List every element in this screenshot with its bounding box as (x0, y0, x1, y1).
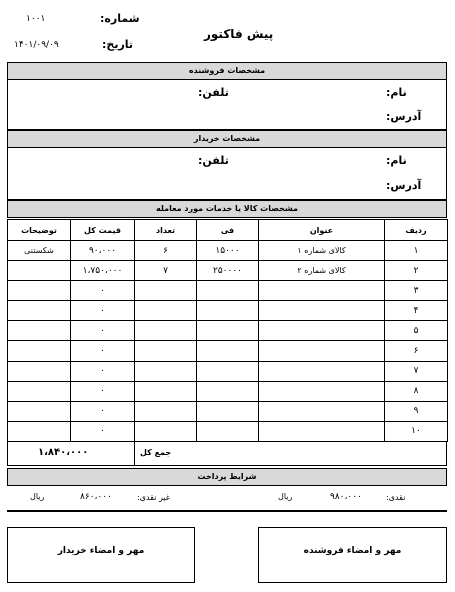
seller-phone-label: تلفن: (198, 86, 229, 99)
items-header-row (8, 220, 448, 241)
col-row: ردیف (385, 220, 448, 241)
noncash-value: ۸۶۰،۰۰۰ (80, 492, 112, 502)
cell-qty (135, 321, 197, 341)
sum-row (7, 441, 447, 466)
cell-total: ۰ (71, 381, 135, 401)
table-row (8, 421, 448, 441)
buyer-phone-label: تلفن: (198, 154, 229, 167)
items-section-title: مشخصات کالا یا خدمات مورد معامله (7, 200, 447, 218)
sum-label: جمع کل (140, 448, 172, 457)
col-unit-price: فی (197, 220, 259, 241)
cell-qty (135, 301, 197, 321)
cell-total: ۰ (71, 361, 135, 381)
cell-unit-price (197, 281, 259, 301)
cell-notes (8, 321, 71, 341)
cell-unit-price: ۱۵۰۰۰ (197, 241, 259, 261)
buyer-name-label: نام: (386, 154, 407, 167)
cell-unit-price (197, 381, 259, 401)
cell-qty: ۷ (135, 261, 197, 281)
seller-address-label: آدرس: (386, 110, 422, 123)
seller-signature-box (258, 527, 447, 583)
signature-divider (7, 510, 447, 512)
cell-total: ۰ (71, 281, 135, 301)
cell-row: ۷ (385, 361, 448, 381)
cell-qty (135, 401, 197, 421)
cell-notes (8, 261, 71, 281)
payment-section-title: شرایط پرداخت (7, 468, 447, 486)
sum-value: ۱،۸۴۰،۰۰۰ (38, 447, 89, 458)
seller-signature-label: مهر و امضاء فروشنده (303, 546, 402, 556)
table-row (8, 321, 448, 341)
table-row (8, 361, 448, 381)
cell-notes (8, 421, 71, 441)
col-qty: تعداد (135, 220, 197, 241)
page-title: پیش فاکتور (204, 27, 274, 41)
table-row (8, 261, 448, 281)
col-total: قیمت کل (71, 220, 135, 241)
buyer-address-label: آدرس: (386, 179, 422, 192)
table-row (8, 301, 448, 321)
cell-qty (135, 361, 197, 381)
cell-unit-price (197, 421, 259, 441)
cell-title: کالای شماره ۲ (259, 261, 385, 281)
table-row (8, 341, 448, 361)
cell-qty: ۶ (135, 241, 197, 261)
cell-row: ۹ (385, 401, 448, 421)
cell-total: ۰ (71, 341, 135, 361)
seller-name-label: نام: (386, 86, 407, 99)
cell-title (259, 341, 385, 361)
table-row (8, 241, 448, 261)
cell-unit-price (197, 341, 259, 361)
col-notes: توضیحات (8, 220, 71, 241)
date-label: تاریخ: (102, 38, 134, 51)
cell-row: ۱ (385, 241, 448, 261)
cell-title (259, 321, 385, 341)
number-label: شماره: (100, 12, 140, 25)
cell-total: ۰ (71, 321, 135, 341)
cell-notes (8, 281, 71, 301)
noncash-label: غیر نقدی: (137, 493, 170, 502)
cell-row: ۱۰ (385, 421, 448, 441)
buyer-section-title: مشخصات خریدار (7, 130, 447, 148)
cell-unit-price (197, 361, 259, 381)
cell-notes: شکستنی (8, 241, 71, 261)
cell-total: ۰ (71, 301, 135, 321)
date-value: ۱۴۰۱/۰۹/۰۹ (14, 40, 59, 50)
cell-total: ۹۰،۰۰۰ (71, 241, 135, 261)
cell-total: ۰ (71, 401, 135, 421)
buyer-signature-box (7, 527, 195, 583)
cell-row: ۳ (385, 281, 448, 301)
cell-title (259, 361, 385, 381)
buyer-signature-label: مهر و امضاء خریدار (57, 546, 145, 556)
cell-unit-price (197, 301, 259, 321)
payment-divider (7, 485, 447, 486)
cell-row: ۵ (385, 321, 448, 341)
cell-title (259, 381, 385, 401)
cash-label: نقدی: (386, 493, 406, 502)
cell-title (259, 281, 385, 301)
cell-row: ۲ (385, 261, 448, 281)
cell-notes (8, 301, 71, 321)
cell-qty (135, 281, 197, 301)
cell-title (259, 421, 385, 441)
cell-title (259, 401, 385, 421)
table-row (8, 401, 448, 421)
cell-title: کالای شماره ۱ (259, 241, 385, 261)
cell-title (259, 301, 385, 321)
cell-qty (135, 341, 197, 361)
cash-unit: ریال (278, 492, 293, 501)
cell-unit-price: ۲۵۰۰۰۰ (197, 261, 259, 281)
seller-section-title: مشخصات فروشنده (7, 62, 447, 80)
cell-notes (8, 361, 71, 381)
cell-total: ۱،۷۵۰،۰۰۰ (71, 261, 135, 281)
cell-qty (135, 381, 197, 401)
cash-value: ۹۸۰،۰۰۰ (330, 492, 362, 502)
cell-row: ۶ (385, 341, 448, 361)
items-table (7, 219, 448, 442)
cell-qty (135, 421, 197, 441)
cell-unit-price (197, 321, 259, 341)
cell-row: ۴ (385, 301, 448, 321)
cell-unit-price (197, 401, 259, 421)
table-row (8, 281, 448, 301)
number-value: ۱۰۰۱ (26, 14, 46, 24)
cell-row: ۸ (385, 381, 448, 401)
table-row (8, 381, 448, 401)
col-title: عنوان (259, 220, 385, 241)
cell-notes (8, 401, 71, 421)
cell-notes (8, 381, 71, 401)
noncash-unit: ریال (30, 492, 45, 501)
cell-total: ۰ (71, 421, 135, 441)
cell-notes (8, 341, 71, 361)
